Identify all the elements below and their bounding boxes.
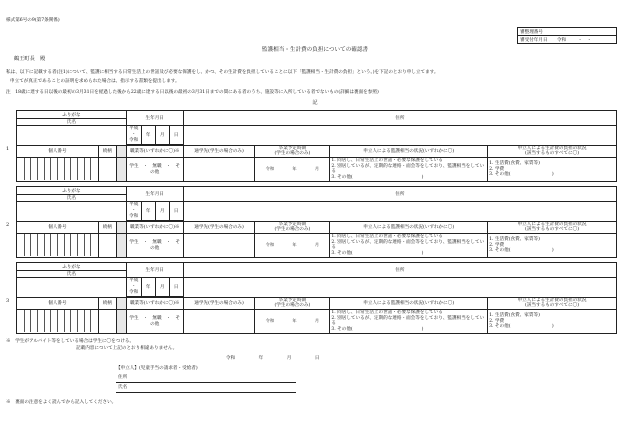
intro-text-2: 申立てが真正であることの証明を求められた場合は、指示する書類を提出します。 <box>10 79 180 84</box>
grad-reiwa: 令和 <box>265 242 275 248</box>
name-label: 氏名 <box>17 271 127 278</box>
birth-month[interactable] <box>155 126 169 145</box>
reiwa-label: 令和 <box>129 289 139 295</box>
birth-label: 生年月日 <box>126 187 183 202</box>
applicant-name-label: 氏名 <box>118 385 128 390</box>
burden-3: 3. その他( ) <box>489 172 554 178</box>
confirm-text: 記載内容について上記のとおり相違ありません。 <box>76 346 178 351</box>
occupation-label: 職業等(いずれかに〇)※ <box>126 221 183 233</box>
grad-tsuki: 月 <box>314 242 320 248</box>
address-label: 住所 <box>183 263 616 278</box>
page-title: 監護相当・生計費の負担についての確認書 <box>261 47 369 53</box>
reception-date-label: 審受付年月日 <box>520 37 548 43</box>
situation-2: 2. 別居しているが、定期的な連絡・面会等をしており、監護相当をしている <box>331 315 485 327</box>
sign-tsuki: 月 <box>286 356 292 361</box>
occupation-options[interactable]: 学生 ・ 無職 ・ その他 <box>126 157 183 181</box>
burden-label: 申立人による生計費の負担の状況 (該当するものすべてに〇) <box>488 145 617 157</box>
birth-month[interactable] <box>155 202 169 221</box>
burden-3: 3. その他( ) <box>489 324 554 330</box>
birth-month[interactable] <box>155 278 169 297</box>
address-line[interactable] <box>116 382 296 383</box>
hi-label: 日 <box>173 132 179 138</box>
name-field[interactable] <box>17 278 127 298</box>
kojin-field[interactable] <box>17 233 99 257</box>
situation-1: 1. 同居し、日常生活上の世話・必要な保護をしている <box>331 157 443 163</box>
situation-3: 3. その他( ) <box>331 175 424 181</box>
person-number: 3 <box>6 298 10 304</box>
birth-year[interactable] <box>141 278 155 297</box>
person-table-3 <box>16 262 617 334</box>
name-label: 氏名 <box>17 119 127 126</box>
reception-date-cell <box>518 36 617 44</box>
birth-day[interactable] <box>169 278 183 297</box>
school-label: 通学先(学生の場合のみ) <box>183 145 255 157</box>
burden-options[interactable] <box>488 309 617 333</box>
note-1: 注 18歳に達する日以後の最初の3月31日を経過した後から22歳に達する日以後の最初の3月31日までの間にある者のうち、施設等に入所している者でないもの(詳細は裏面を参照) <box>6 90 379 95</box>
burden-options[interactable] <box>488 233 617 257</box>
applicant-address-label: 住所 <box>118 375 128 380</box>
tsuki-label: 月 <box>159 284 165 290</box>
kojin-field[interactable] <box>17 309 99 333</box>
address-field[interactable] <box>183 126 616 146</box>
heisei-label: 平成 <box>129 126 139 131</box>
grad-nen: 年 <box>292 166 297 172</box>
school-field[interactable] <box>183 157 255 181</box>
graduation-label: 卒業予定時期 (学生の場合のみ) <box>255 145 330 157</box>
situation-1: 1. 同居し、日常生活上の世話・必要な保護をしている <box>331 309 443 315</box>
furigana-label: ふりがな <box>17 111 127 119</box>
situation-2: 2. 別居しているが、定期的な連絡・面会等をしており、監護相当をしている <box>331 239 485 251</box>
person-number: 1 <box>6 146 10 152</box>
burden-2: 2. 学費 <box>489 242 505 248</box>
era-choice[interactable]: 平成 ・ 令和 <box>126 126 141 145</box>
era-choice[interactable]: 平成 ・ 令和 <box>126 278 141 297</box>
reception-era: 令和 <box>557 37 567 43</box>
applicant-label: 【申立人】(児童手当の請求者・受給者) <box>116 366 198 371</box>
reception-number-label: 審整理番号 <box>518 28 617 36</box>
burden-2: 2. 学費 <box>489 318 505 324</box>
situation-3: 3. その他( ) <box>331 327 424 333</box>
address-label: 住所 <box>183 187 616 202</box>
situation-label: 申立人による監護相当の状況(いずれかに〇) <box>330 297 488 309</box>
zokugara-field[interactable] <box>98 233 116 257</box>
form-id: 様式第6号の9(第7条関係) <box>6 18 60 23</box>
birth-year[interactable] <box>141 202 155 221</box>
graduation-label: 卒業予定時期 (学生の場合のみ) <box>255 221 330 233</box>
reception-box <box>517 27 617 44</box>
heisei-label: 平成 <box>129 278 139 283</box>
kojin-label: 個人番号 <box>17 221 99 233</box>
kojin-field[interactable] <box>17 157 99 181</box>
heisei-label: 平成 <box>129 202 139 207</box>
school-field[interactable] <box>183 309 255 333</box>
occupation-label: 職業等(いずれかに〇)※ <box>126 297 183 309</box>
occupation-label: 職業等(いずれかに〇)※ <box>126 145 183 157</box>
burden-label: 申立人による生計費の負担の状況 (該当するものすべてに〇) <box>488 297 617 309</box>
tsuki-label: 月 <box>159 132 165 138</box>
nen-label: 年 <box>145 132 151 138</box>
zokugara-field[interactable] <box>98 309 116 333</box>
kojin-label: 個人番号 <box>17 297 99 309</box>
burden-options[interactable] <box>488 157 617 181</box>
address-label: 住所 <box>183 111 616 126</box>
era-choice[interactable]: 平成 ・ 令和 <box>126 202 141 221</box>
situation-1: 1. 同居し、日常生活上の世話・必要な保護をしている <box>331 233 443 239</box>
situation-options[interactable] <box>330 233 488 257</box>
occupation-options[interactable]: 学生 ・ 無職 ・ その他 <box>126 233 183 257</box>
situation-options[interactable] <box>330 157 488 181</box>
addressee: 鶴王町長 殿 <box>14 56 46 62</box>
person-table-1 <box>16 110 617 182</box>
address-field[interactable] <box>183 202 616 222</box>
school-field[interactable] <box>183 233 255 257</box>
nen-label: 年 <box>145 284 151 290</box>
burden-1: 1. 生活費(食費、家賃等) <box>489 236 540 242</box>
birth-label: 生年月日 <box>126 111 183 126</box>
situation-options[interactable] <box>330 309 488 333</box>
ki-label: 記 <box>312 100 318 106</box>
sign-nen: 年 <box>258 356 264 361</box>
name-line[interactable] <box>116 392 296 393</box>
person-table-2 <box>16 186 617 258</box>
burden-1: 1. 生活費(食費、家賃等) <box>489 312 540 318</box>
zokugara-label: 続柄 <box>98 221 116 233</box>
birth-label: 生年月日 <box>126 263 183 278</box>
reception-date-dots: ・ ・ <box>577 37 592 43</box>
zokugara-field[interactable] <box>98 157 116 181</box>
reiwa-label: 令和 <box>129 137 139 143</box>
grad-reiwa: 令和 <box>265 318 275 324</box>
birth-year[interactable] <box>141 126 155 145</box>
zokugara-label: 続柄 <box>98 297 116 309</box>
grad-nen: 年 <box>292 318 297 324</box>
birth-day[interactable] <box>169 202 183 221</box>
situation-label: 申立人による監護相当の状況(いずれかに〇) <box>330 221 488 233</box>
school-label: 通学先(学生の場合のみ) <box>183 297 255 309</box>
birth-day[interactable] <box>169 126 183 145</box>
situation-2: 2. 別居しているが、定期的な連絡・面会等をしており、監護相当をしている <box>331 163 485 175</box>
graduation-field[interactable] <box>255 309 330 333</box>
name-field[interactable] <box>17 126 127 146</box>
intro-text: 私は、以下に記載する者(注1)について、監護に相当する日常生活上の世話及び必要な保護をし、かつ、その生計費を負担していることに以下「監護相当・生計費の負担」という。)を下記のとおり申し立てます。 <box>6 70 439 75</box>
occupation-options[interactable]: 学生 ・ 無職 ・ その他 <box>126 309 183 333</box>
zokugara-label: 続柄 <box>98 145 116 157</box>
name-label: 氏名 <box>17 195 127 202</box>
burden-1: 1. 生活費(食費、家賃等) <box>489 160 540 166</box>
situation-3: 3. その他( ) <box>331 251 424 257</box>
address-field[interactable] <box>183 278 616 298</box>
reiwa-label: 令和 <box>129 213 139 219</box>
sign-era: 令和 <box>226 356 236 361</box>
hi-label: 日 <box>173 208 179 214</box>
sign-date[interactable] <box>226 356 319 361</box>
furigana-label: ふりがな <box>17 263 127 271</box>
grad-reiwa: 令和 <box>265 166 275 172</box>
grad-tsuki: 月 <box>314 318 320 324</box>
footnote: ※ 学生がアルバイト等をしている場合は学生に〇をつける。 <box>6 339 135 344</box>
grad-tsuki: 月 <box>314 166 320 172</box>
tsuki-label: 月 <box>159 208 165 214</box>
situation-label: 申立人による監護相当の状況(いずれかに〇) <box>330 145 488 157</box>
person-number: 2 <box>6 222 10 228</box>
school-label: 通学先(学生の場合のみ) <box>183 221 255 233</box>
sign-hi: 日 <box>314 356 320 361</box>
graduation-field[interactable] <box>255 157 330 181</box>
kojin-label: 個人番号 <box>17 145 99 157</box>
burden-3: 3. その他( ) <box>489 248 554 254</box>
nen-label: 年 <box>145 208 151 214</box>
graduation-field[interactable] <box>255 233 330 257</box>
burden-label: 申立人による生計費の負担の状況 (該当するものすべてに〇) <box>488 221 617 233</box>
grad-nen: 年 <box>292 242 297 248</box>
burden-2: 2. 学費 <box>489 166 505 172</box>
graduation-label: 卒業予定時期 (学生の場合のみ) <box>255 297 330 309</box>
back-note: ※ 裏面の注意をよく読んでから記入してください。 <box>6 400 117 405</box>
name-field[interactable] <box>17 202 127 222</box>
furigana-label: ふりがな <box>17 187 127 195</box>
hi-label: 日 <box>173 284 179 290</box>
